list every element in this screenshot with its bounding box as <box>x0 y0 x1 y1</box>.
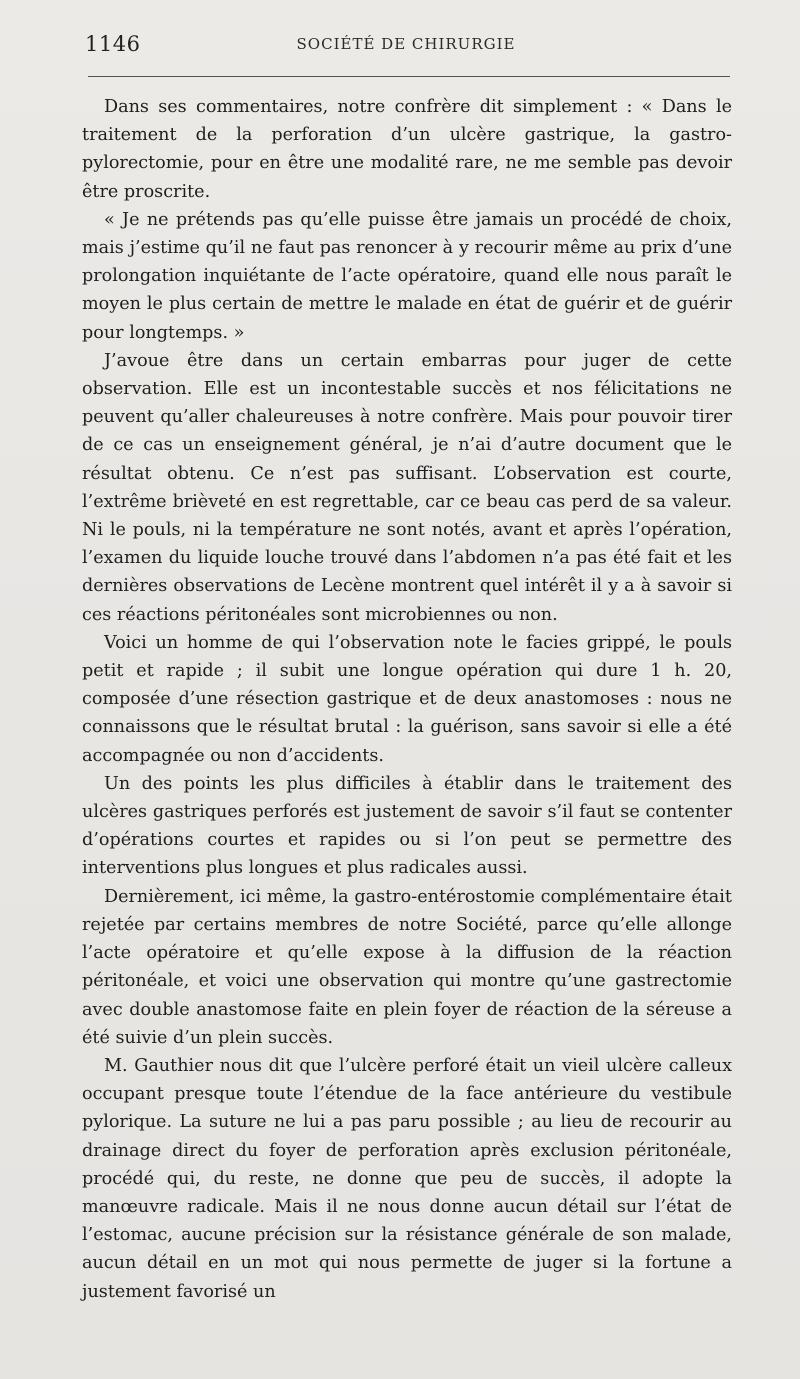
header-rule <box>88 76 730 77</box>
body-text <box>82 93 732 1306</box>
page-number: 1146 <box>85 32 141 56</box>
paragraph: Dernièrement, ici même, la gastro-entérostomie complémentaire était rejetée par certains membres de notre Société, parce qu’elle allonge l’acte opératoire et qu’elle expose à la diffusion de la réaction péritonéale, et voici une observation qui montre qu’une gastrectomie avec double anastomose faite en plein foyer de réaction de la séreuse a été suivie d’un plein succès. <box>82 886 732 1048</box>
paragraph: Un des points les plus difficiles à établir dans le traitement des ulcères gastriques perforés est justement de savoir s’il faut se contenter d’opérations courtes et rapides ou si l’on peut se permettre des interventions plus longues et plus radicales aussi. <box>82 773 732 879</box>
running-head: SOCIÉTÉ DE CHIRURGIE <box>296 35 516 53</box>
paragraph: M. Gauthier nous dit que l’ulcère perforé était un vieil ulcère calleux occupant presque toute l’étendue de la face antérieure du vestibule pylorique. La suture ne lui a pas paru possible ; au lieu de recourir au drainage direct du foyer de perforation après exclusion péritonéale, procédé qui, du reste, ne donne que peu de succès, il adopte la manœuvre radicale. Mais il ne nous donne aucun détail sur l’état de l’estomac, aucune précision sur la résistance générale de son malade, aucun détail en un mot qui nous permette de juger si la fortune a justement favorisé un <box>82 1055 732 1302</box>
page-header <box>80 32 732 62</box>
paragraph: J’avoue être dans un certain embarras pour juger de cette observation. Elle est un incontestable succès et nos félicitations ne peuvent qu’aller chaleureuses à notre confrère. Mais pour pouvoir tirer de ce cas un enseignement général, je n’ai d’autre document que le résultat obtenu. Ce n’est pas suffisant. L’observation est courte, l’extrême brièveté en est regrettable, car ce beau cas perd de sa valeur. Ni le pouls, ni la température ne sont notés, avant et après l’opération, l’examen du liquide louche trouvé dans l’abdomen n’a pas été fait et les dernières observations de Lecène montrent quel intérêt il y a à savoir si ces réactions péritonéales sont microbiennes ou non. <box>82 350 732 625</box>
paragraph: Dans ses commentaires, notre confrère dit simplement : « Dans le traitement de la perforation d’un ulcère gastrique, la gastro-pylorectomie, pour en être une modalité rare, ne me semble pas devoir être proscrite. <box>82 97 732 202</box>
paragraph: « Je ne prétends pas qu’elle puisse être jamais un procédé de choix, mais j’estime qu’il ne faut pas renoncer à y recourir même au prix d’une prolongation inquiétante de l’acte opératoire, quand elle nous paraît le moyen le plus certain de mettre le malade en état de guérir et de guérir pour longtemps. » <box>82 209 732 343</box>
paragraph: Voici un homme de qui l’observation note le facies grippé, le pouls petit et rapide ; il subit une longue opération qui dure 1 h. 20, composée d’une résection gastrique et de deux anastomoses : nous ne connaissons que le résultat brutal : la guérison, sans savoir si elle a été accompagnée ou non d’accidents. <box>82 632 732 766</box>
